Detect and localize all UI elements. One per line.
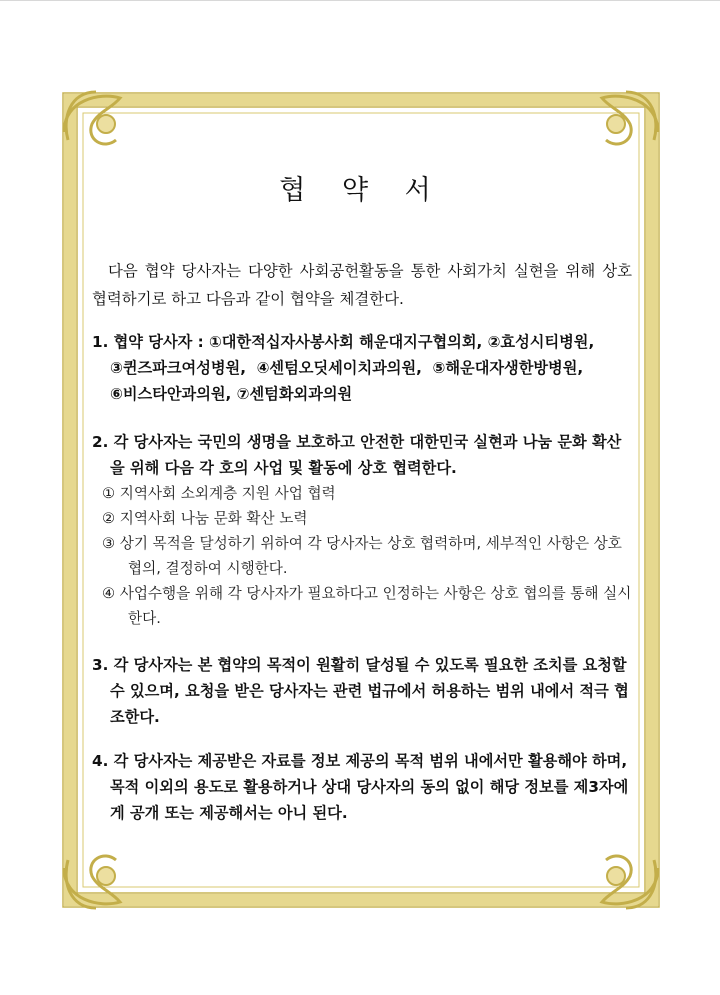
party-1: ①대한적십자사봉사회 해운대지구협의회,: [208, 333, 483, 351]
party-4: ④센텀오딧세이치과의원,: [256, 359, 422, 377]
clause-3-number: 3.: [92, 656, 109, 674]
clause-2-item-1: ① 지역사회 소외계층 지원 사업 협력: [102, 485, 336, 502]
clause-1-label: 협약 당사자 :: [113, 333, 204, 351]
clause-3: [92, 652, 632, 730]
clause-2-item-2: ② 지역사회 나눔 문화 확산 노력: [102, 510, 308, 527]
clause-1-number: 1.: [92, 333, 109, 351]
clause-2-number: 2.: [92, 433, 109, 451]
party-7: ⑦센텀화외과의원: [236, 385, 353, 403]
clause-1: [92, 329, 632, 407]
clause-3-text: 각 당사자는 본 협약의 목적이 원활히 달성될 수 있도록 필요한 조치를 요청할 수 있으며, 요청을 받은 당사자는 관련 법규에서 허용하는 범위 내에서 적극 협조한다.: [110, 656, 629, 726]
page-title: 협 약 서: [279, 175, 445, 206]
clause-1-parties-continued: [92, 355, 632, 407]
clause-2-item-3: ③ 상기 목적을 달성하기 위하여 각 당사자는 상호 협력하며, 세부적인 사항은 상호 협의, 결정하여 시행한다.: [102, 535, 622, 577]
clause-4-heading: [92, 748, 632, 826]
clause-2-text: 각 당사자는 국민의 생명을 보호하고 안전한 대한민국 실현과 나눔 문화 확산을 위해 다음 각 호의 사업 및 활동에 상호 협력한다.: [110, 433, 622, 477]
clause-1-heading: [92, 329, 632, 355]
clause-2-item-4: ④ 사업수행을 위해 각 당사자가 필요하다고 인정하는 사항은 상호 협의를 통해 실시한다.: [102, 585, 632, 627]
intro-text: 다음 협약 당사자는 다양한 사회공헌활동을 통한 사회가치 실현을 위해 상호 협력하기로 하고 다음과 같이 협약을 체결한다.: [92, 262, 632, 308]
clause-3-heading: [92, 652, 632, 730]
clause-4-text: 각 당사자는 제공받은 자료를 정보 제공의 목적 범위 내에서만 활용해야 하며, 목적 이외의 용도로 활용하거나 상대 당사자의 동의 없이 해당 정보를 제3자에게 공개 또는 제공해서는 아니 된다.: [110, 752, 629, 822]
party-2: ②효성시티병원,: [487, 333, 595, 351]
clause-4-number: 4.: [92, 752, 109, 770]
party-3: ③퀸즈파크여성병원,: [110, 359, 246, 377]
clause-2-heading: [92, 429, 632, 481]
party-6: ⑥비스타안과의원,: [110, 385, 232, 403]
party-5: ⑤해운대자생한방병원,: [432, 359, 584, 377]
clause-2: [92, 429, 632, 631]
clause-4: [92, 748, 632, 826]
intro-paragraph: [92, 257, 632, 313]
